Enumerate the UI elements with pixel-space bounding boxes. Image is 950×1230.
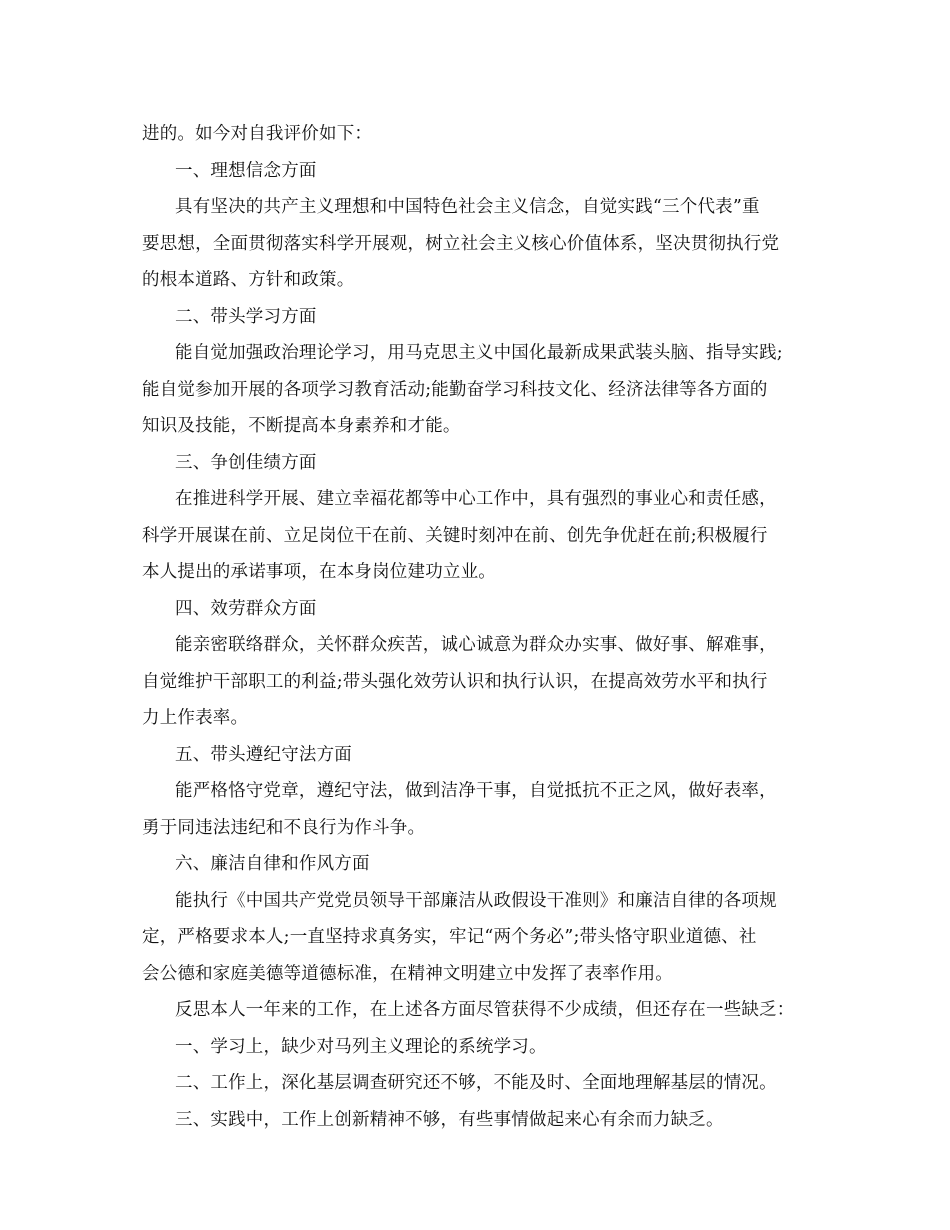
section-heading: 六、廉洁自律和作风方面 <box>175 854 370 874</box>
paragraph-line: 定，严格要求本人;一直坚持求真务实，牢记“两个务必”;带头恪守职业道德、社 <box>142 927 757 947</box>
section-heading: 三、争创佳绩方面 <box>175 452 317 473</box>
paragraph-line: 能严格恪守党章，遵纪守法，做到洁净干事，自觉抵抗不正之风，做好表率， <box>175 781 777 801</box>
list-item: 二、工作上，深化基层调查研究还不够，不能及时、全面地理解基层的情况。 <box>175 1073 777 1093</box>
paragraph-line: 自觉维护干部职工的利益;带头强化效劳认识和执行认识，在提高效劳水平和执行 <box>142 671 768 692</box>
paragraph-line: 的根本道路、方针和政策。 <box>142 270 355 290</box>
paragraph-line: 要思想，全面贯彻落实科学开展观，树立社会主义核心价值体系，坚决贯彻执行党 <box>142 233 780 254</box>
paragraph-line: 进的。如今对自我评价如下： <box>142 124 373 144</box>
paragraph-line: 科学开展谋在前、立足岗位干在前、关键时刻冲在前、创先争优赶在前;积极履行 <box>142 525 768 546</box>
paragraph-line: 反思本人一年来的工作，在上述各方面尽管获得不少成绩，但还存在一些缺乏： <box>175 1000 795 1020</box>
paragraph-line: 能亲密联络群众，关怀群众疾苦，诚心诚意为群众办实事、做好事、解难事， <box>175 635 777 655</box>
list-item: 三、实践中，工作上创新精神不够，有些事情做起来心有余而力缺乏。 <box>175 1109 724 1130</box>
paragraph-line: 知识及技能，不断提高本身素养和才能。 <box>142 416 461 436</box>
list-item: 一、学习上，缺少对马列主义理论的系统学习。 <box>175 1036 547 1057</box>
section-heading: 二、带头学习方面 <box>175 306 317 327</box>
paragraph-line: 力上作表率。 <box>142 708 249 728</box>
paragraph-line: 能自觉参加开展的各项学习教育活动;能勤奋学习科技文化、经济法律等各方面的 <box>142 379 768 400</box>
section-heading: 四、效劳群众方面 <box>175 598 317 619</box>
paragraph-line: 勇于同违法违纪和不良行为作斗争。 <box>142 817 426 838</box>
paragraph-line: 本人提出的承诺事项，在本身岗位建功立业。 <box>142 562 496 582</box>
paragraph-line: 在推进科学开展、建立幸福花都等中心工作中，具有强烈的事业心和责任感， <box>175 489 777 509</box>
section-heading: 一、理想信念方面 <box>175 160 317 181</box>
paragraph-line: 具有坚决的共产主义理想和中国特色社会主义信念，自觉实践“三个代表”重 <box>175 197 760 217</box>
section-heading: 五、带头遵纪守法方面 <box>175 744 352 765</box>
paragraph-line: 能自觉加强政治理论学习，用马克思主义中国化最新成果武装头脑、指导实践; <box>175 343 783 363</box>
document-body <box>142 116 818 1138</box>
paragraph-line: 会公德和家庭美德等道德标准，在精神文明建立中发挥了表率作用。 <box>142 963 673 984</box>
paragraph-line: 能执行《中国共产党党员领导干部廉洁从政假设干准则》和廉洁自律的各项规 <box>175 890 777 911</box>
